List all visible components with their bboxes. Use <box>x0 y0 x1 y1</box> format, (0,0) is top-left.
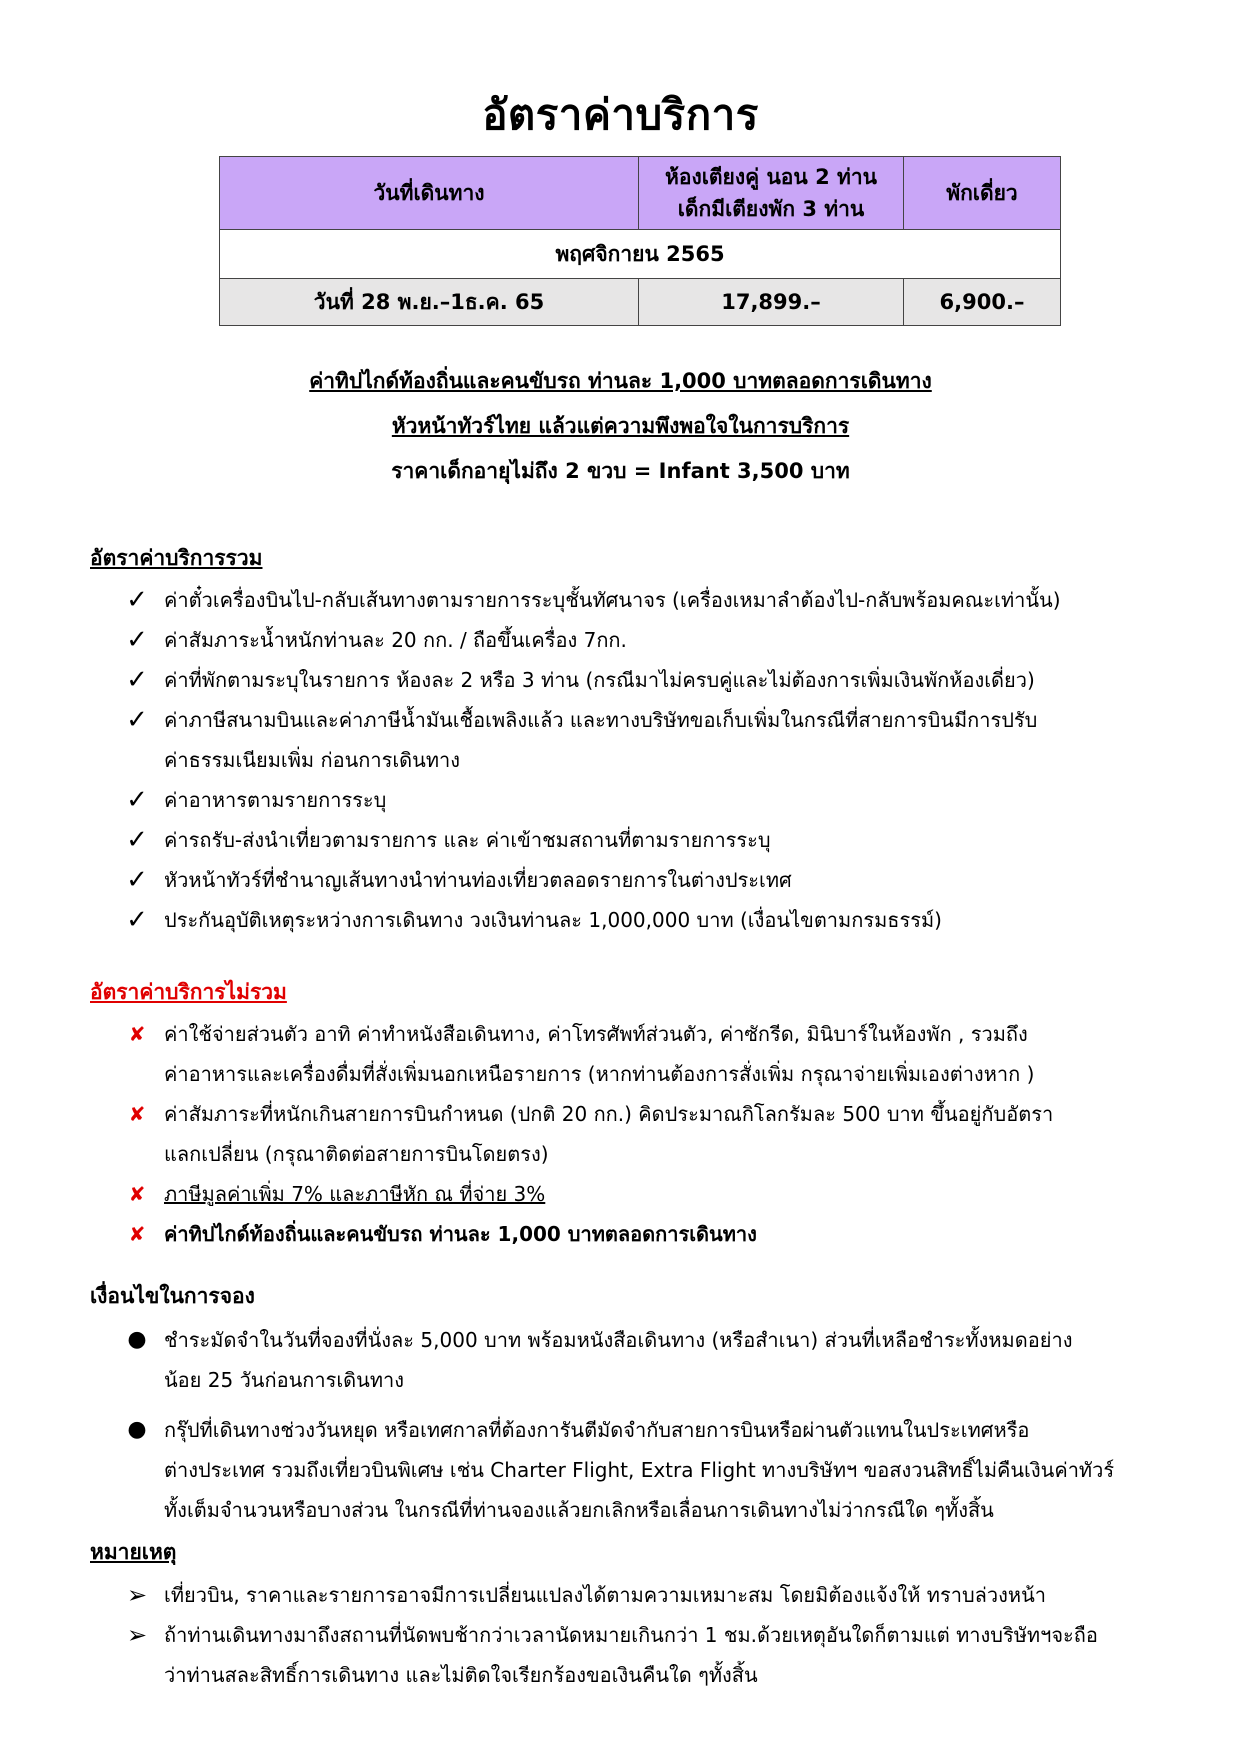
row-single-price: 6,900.– <box>904 279 1061 326</box>
included-heading: อัตราค่าบริการรวม <box>90 546 263 570</box>
leader-note: หัวหน้าทัวร์ไทย แล้วแต่ความพึงพอใจในการบริการ <box>391 414 850 438</box>
price-table <box>219 156 1061 326</box>
excluded-heading: อัตราค่าบริการไม่รวม <box>90 980 287 1004</box>
list-item: ✓ ค่าที่พักตามระบุในรายการ ห้องละ 2 หรือ 3 ท่าน (กรณีมาไม่ครบคู่และไม่ต้องการเพิ่มเงินพักห้องเดี่ยว) <box>122 660 1202 700</box>
list-item: ✓ ค่าอาหารตามรายการระบุ <box>122 780 1202 820</box>
remarks-list <box>122 1575 1202 1695</box>
tip-note: ค่าทิปไกด์ท้องถิ่นและคนขับรถ ท่านละ 1,000 บาทตลอดการเดินทาง <box>309 369 932 393</box>
price-notes <box>0 362 1241 497</box>
booking-list <box>122 1320 1202 1530</box>
booking-heading: เงื่อนไขในการจอง <box>90 1284 255 1308</box>
included-list <box>122 580 1202 940</box>
list-item: ➢ เที่ยวบิน, ราคาและรายการอาจมีการเปลี่ยนแปลงได้ตามความเหมาะสม โดยมิต้องแจ้งให้ ทราบล่วงหน้า <box>122 1575 1202 1615</box>
list-item: ✓ ค่าตั๋วเครื่องบินไป-กลับเส้นทางตามรายการระบุชั้นทัศนาจร (เครื่องเหมาลำต้องไป-กลับพร้อมคณะเท่านั้น) <box>122 580 1202 620</box>
check-mark-icon: ✓ <box>126 585 148 615</box>
check-mark-icon: ✓ <box>126 825 148 855</box>
check-mark-icon: ✓ <box>126 705 148 735</box>
row-date: วันที่ 28 พ.ย.–1ธ.ค. 65 <box>220 279 639 326</box>
list-item: ✓ ค่ารถรับ-ส่งนำเที่ยวตามรายการ และ ค่าเข้าชมสถานที่ตามรายการระบุ <box>122 820 1202 860</box>
price-table-month-row <box>220 230 1061 279</box>
list-item: ✓ ประกันอุบัติเหตุระหว่างการเดินทาง วงเงินท่านละ 1,000,000 บาท (เงื่อนไขตามกรมธรรม์) <box>122 900 1202 940</box>
cross-mark-icon: ✘ <box>128 1102 146 1126</box>
cross-mark-icon: ✘ <box>128 1222 146 1246</box>
header-twin-line2: เด็กมีเตียงพัก 3 ท่าน <box>677 197 865 221</box>
header-date: วันที่เดินทาง <box>220 157 639 230</box>
price-table-row <box>220 279 1061 326</box>
list-item: ✘ ค่าใช้จ่ายส่วนตัว อาทิ ค่าทำหนังสือเดินทาง, ค่าโทรศัพท์ส่วนตัว, ค่าซักรีด, มินิบาร์ในห้องพัก , รวมถึง ค่าอาหารและเครื่องดื่มที่สั่งเพิ่มนอกเหนือรายการ (หากท่านต้องการสั่งเพิ่ม กรุณาจ่ายเพิ่มเองต่างหาก ) <box>122 1014 1202 1094</box>
list-item: ✘ ค่าทิปไกด์ท้องถิ่นและคนขับรถ ท่านละ 1,000 บาทตลอดการเดินทาง <box>122 1214 1202 1254</box>
list-item: ✘ ภาษีมูลค่าเพิ่ม 7% และภาษีหัก ณ ที่จ่าย 3% <box>122 1174 1202 1214</box>
price-table-header <box>220 157 1061 230</box>
arrow-bullet-icon: ➢ <box>126 1621 148 1649</box>
arrow-bullet-icon: ➢ <box>126 1581 148 1609</box>
remarks-heading: หมายเหตุ <box>90 1540 177 1564</box>
list-item: ✘ ค่าสัมภาระที่หนักเกินสายการบินกำหนด (ปกติ 20 กก.) คิดประมาณกิโลกรัมละ 500 บาท ขึ้นอยู่กับอัตรา แลกเปลี่ยน (กรุณาติดต่อสายการบินโดยตรง) <box>122 1094 1202 1174</box>
list-item: ✓ ค่าภาษีสนามบินและค่าภาษีน้ำมันเชื้อเพลิงแล้ว และทางบริษัทขอเก็บเพิ่มในกรณีที่สายการบินมีการปรับ ค่าธรรมเนียมเพิ่ม ก่อนการเดินทาง <box>122 700 1202 780</box>
check-mark-icon: ✓ <box>126 625 148 655</box>
list-item: ● ชำระมัดจำในวันที่จองที่นั่งละ 5,000 บาท พร้อมหนังสือเดินทาง (หรือสำเนา) ส่วนที่เหลือชำระทั้งหมดอย่าง น้อย 25 วันก่อนการเดินทาง <box>122 1320 1202 1400</box>
month-label: พฤศจิกายน 2565 <box>220 230 1061 279</box>
cross-mark-icon: ✘ <box>128 1182 146 1206</box>
list-item: ➢ ถ้าท่านเดินทางมาถึงสถานที่นัดพบช้ากว่าเวลานัดหมายเกินกว่า 1 ชม.ด้วยเหตุอันใดก็ตามแต่ ทางบริษัทฯจะถือ ว่าท่านสละสิทธิ์การเดินทาง และไม่ติดใจเรียกร้องขอเงินคืนใด ๆทั้งสิ้น <box>122 1615 1202 1695</box>
check-mark-icon: ✓ <box>126 905 148 935</box>
check-mark-icon: ✓ <box>126 865 148 895</box>
row-twin-price: 17,899.– <box>639 279 904 326</box>
cross-mark-icon: ✘ <box>128 1022 146 1046</box>
check-mark-icon: ✓ <box>126 665 148 695</box>
header-twin-line1: ห้องเตียงคู่ นอน 2 ท่าน <box>665 165 877 189</box>
page-title: อัตราค่าบริการ <box>482 90 759 139</box>
list-item: ✓ ค่าสัมภาระน้ำหนักท่านละ 20 กก. / ถือขึ้นเครื่อง 7กก. <box>122 620 1202 660</box>
list-item: ✓ หัวหน้าทัวร์ที่ชำนาญเส้นทางนำท่านท่องเที่ยวตลอดรายการในต่างประเทศ <box>122 860 1202 900</box>
excluded-list <box>122 1014 1202 1254</box>
header-single: พักเดี่ยว <box>904 157 1061 230</box>
infant-note: ราคาเด็กอายุไม่ถึง 2 ขวบ = Infant 3,500 บาท <box>391 459 850 483</box>
bullet-dot-icon: ● <box>127 1417 147 1442</box>
list-item: ● กรุ๊ปที่เดินทางช่วงวันหยุด หรือเทศกาลที่ต้องการันตีมัดจำกับสายการบินหรือผ่านตัวแทนในประเทศหรือ ต่างประเทศ รวมถึงเที่ยวบินพิเศษ เช่น Charter Flight, Extra Flight ทางบริษัทฯ ขอสงวนสิทธิ์ไม่คืนเงินค่าทัวร์ ทั้งเต็มจำนวนหรือบางส่วน ในกรณีที่ท่านจองแล้วยกเลิกหรือเลื่อนการเดินทางไม่ว่ากรณีใด ๆทั้งสิ้น <box>122 1410 1202 1530</box>
header-twin <box>639 157 904 230</box>
bullet-dot-icon: ● <box>127 1327 147 1352</box>
check-mark-icon: ✓ <box>126 785 148 815</box>
